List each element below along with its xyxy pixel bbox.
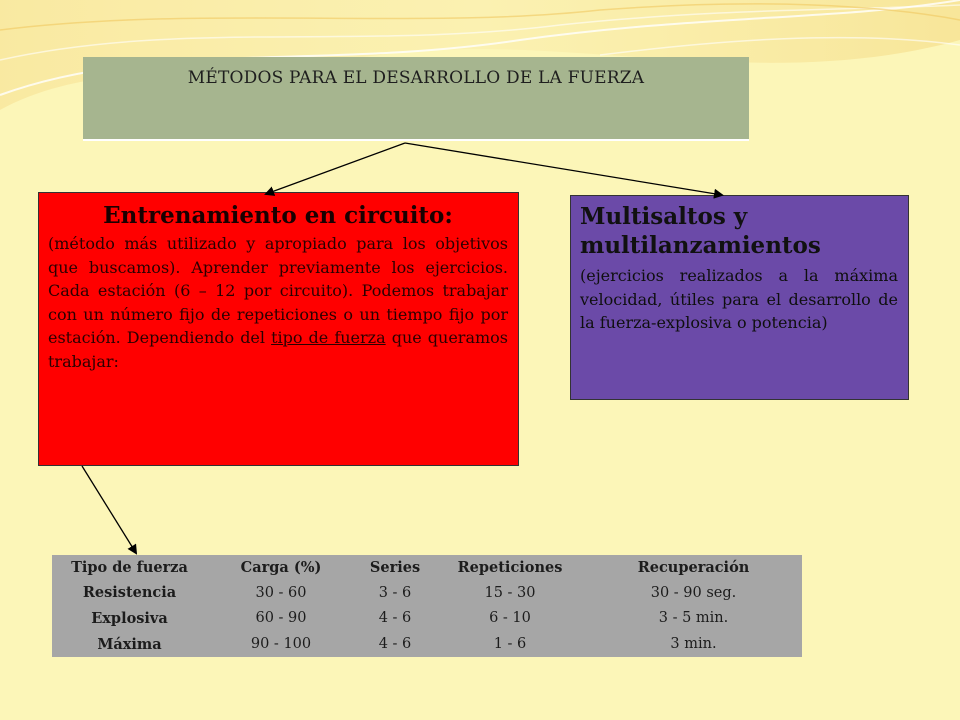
table-cell: 4 - 6	[378, 610, 412, 627]
table-cell: Resistencia	[82, 584, 177, 602]
circuit-training-description	[48, 232, 508, 374]
table-cell: 15 - 30	[484, 584, 536, 601]
table-cell: 3 - 5 min.	[658, 610, 729, 627]
multijumps-heading: Multisaltos y multilanzamientos	[580, 203, 821, 259]
column-header: Series	[369, 559, 421, 576]
table-row	[52, 580, 802, 606]
column-header: Recuperación	[637, 559, 750, 576]
table-cell: 90 - 100	[250, 636, 312, 653]
table-cell: 3 - 6	[378, 584, 412, 601]
page-title: MÉTODOS PARA EL DESARROLLO DE LA FUERZA	[187, 68, 645, 88]
table-cell: 30 - 90 seg.	[650, 584, 737, 601]
table-cell: 1 - 6	[493, 636, 527, 653]
circuit-training-text-end: que queramos trabajar:	[48, 328, 509, 371]
circuit-training-heading: Entrenamiento en circuito:	[103, 202, 453, 229]
table-cell: 60 - 90	[255, 610, 307, 627]
table-cell: 4 - 6	[378, 636, 412, 653]
table-cell: 6 - 10	[489, 610, 531, 627]
title-box	[83, 57, 749, 141]
circuit-training-text: (método más utilizado y apropiado para los objetivos que buscamos). Aprender previamente los ejercicios. Cada estación (6 – 12 por circuito). Podemos trabajar con un número fijo de repeticiones o un tiempo fijo por estación. Dependiendo del	[48, 234, 508, 348]
column-header: Carga (%)	[240, 559, 322, 576]
table-row	[52, 606, 802, 632]
column-header: Repeticiones	[457, 559, 563, 576]
strength-type-link[interactable]: tipo de fuerza	[271, 328, 386, 348]
strength-table	[52, 555, 802, 657]
table-cell: 30 - 60	[255, 584, 307, 601]
multijumps-box	[570, 195, 909, 400]
table-header-row	[52, 555, 802, 580]
multijumps-description: (ejercicios realizados a la máxima velocidad, útiles para el desarrollo de la fuerza-explosiva o potencia)	[580, 266, 898, 332]
column-header: Tipo de fuerza	[71, 559, 188, 576]
circuit-training-box	[38, 192, 519, 466]
table-cell: 3 min.	[670, 636, 717, 653]
table-cell: Máxima	[97, 635, 162, 653]
table-cell: Explosiva	[91, 609, 168, 627]
table-row	[52, 631, 802, 657]
